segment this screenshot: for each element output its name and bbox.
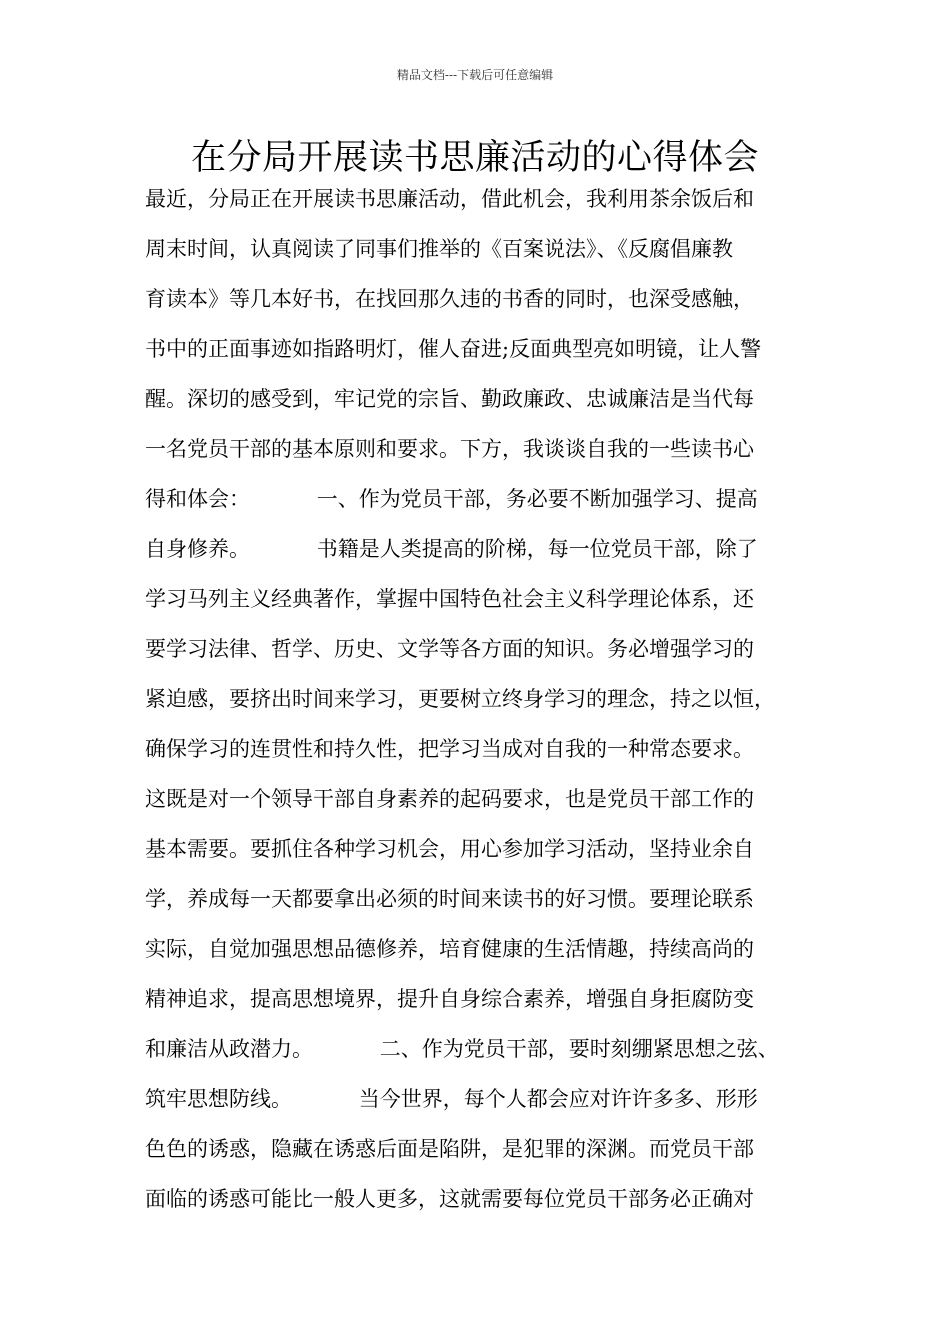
body-line: 精神追求，提高思想境界，提升自身综合素养，增强自身拒腐防变 — [145, 987, 754, 1011]
body-line: 这既是对一个领导干部自身素养的起码要求，也是党员干部工作的 — [145, 787, 754, 811]
body-line: 实际，自觉加强思想品德修养，培育健康的生活情趣，持续高尚的 — [145, 937, 754, 961]
body-line: 和廉洁从政潜力。 二、作为党员干部，要时刻绷紧思想之弦、 — [145, 1037, 779, 1061]
body-line: 醒。深切的感受到，牢记党的宗旨、勤政廉政、忠诚廉洁是当代每 — [145, 387, 754, 411]
document-title: 在分局开展读书思廉活动的心得体会 — [190, 138, 759, 178]
body-line: 育读本》等几本好书，在找回那久违的书香的同时，也深受感触， — [145, 287, 754, 311]
body-line: 学习马列主义经典著作，掌握中国特色社会主义科学理论体系，还 — [145, 587, 754, 611]
body-line: 确保学习的连贯性和持久性，把学习当成对自我的一种常态要求。 — [145, 737, 754, 761]
body-line: 面临的诱惑可能比一般人更多，这就需要每位党员干部务必正确对 — [145, 1187, 754, 1211]
body-line: 色色的诱惑，隐藏在诱惑后面是陷阱，是犯罪的深渊。而党员干部 — [145, 1137, 754, 1161]
body-line: 最近，分局正在开展读书思廉活动，借此机会，我利用茶余饭后和 — [145, 187, 754, 211]
page-header: 精品文档---下载后可任意编辑 — [396, 68, 554, 82]
body-line: 得和体会： 一、作为党员干部，务必要不断加强学习、提高 — [145, 487, 758, 511]
body-line: 基本需要。要抓住各种学习机会，用心参加学习活动，坚持业余自 — [145, 837, 754, 861]
body-line: 书中的正面事迹如指路明灯，催人奋进;反面典型亮如明镜，让人警 — [145, 337, 762, 361]
body-line: 筑牢思想防线。 当今世界，每个人都会应对许许多多、形形 — [145, 1087, 758, 1111]
document-body — [145, 179, 845, 1229]
body-line: 自身修养。 书籍是人类提高的阶梯，每一位党员干部，除了 — [145, 537, 758, 561]
body-line: 一名党员干部的基本原则和要求。下方，我谈谈自我的一些读书心 — [145, 437, 754, 461]
body-line: 周末时间，认真阅读了同事们推举的《百案说法》、《反腐倡廉教 — [145, 237, 733, 261]
body-line: 学，养成每一天都要拿出必须的时间来读书的好习惯。要理论联系 — [145, 887, 754, 911]
body-line: 要学习法律、哲学、历史、文学等各方面的知识。务必增强学习的 — [145, 637, 754, 661]
body-line: 紧迫感，要挤出时间来学习，更要树立终身学习的理念，持之以恒， — [145, 687, 775, 711]
